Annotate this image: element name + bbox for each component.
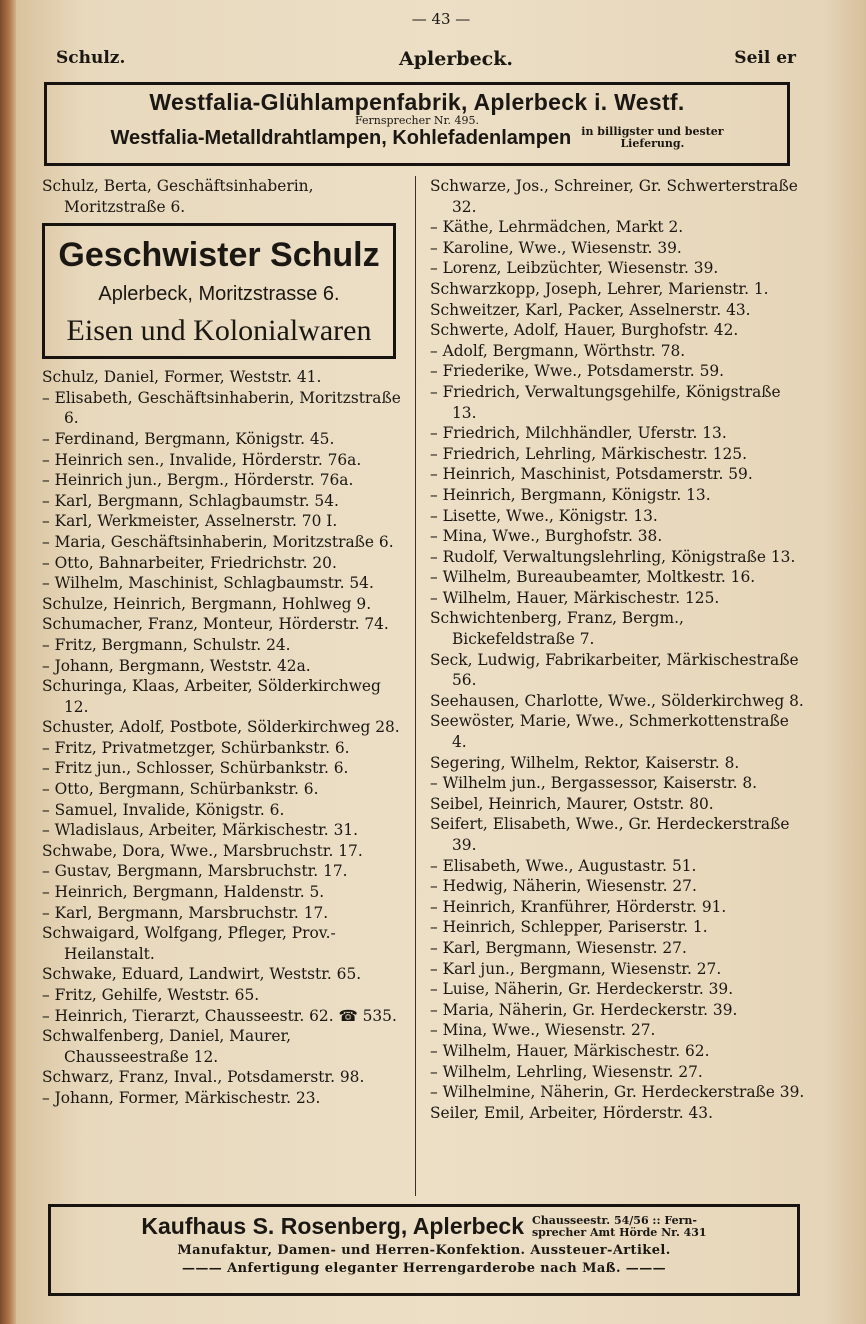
running-head-center: Aplerbeck.: [398, 48, 514, 70]
ad-rosenberg-tailoring: ——— Anfertigung eleganter Herrengarderobe nach Maß. ———: [181, 1261, 667, 1276]
book-binding: [0, 0, 16, 1324]
directory-entry: – Otto, Bahnarbeiter, Friedrichstr. 20.: [42, 553, 337, 572]
directory-entry: – Karl, Bergmann, Wiesenstr. 27.: [430, 938, 687, 957]
advertisement-westfalia: [44, 82, 790, 166]
directory-entry: – Wilhelm, Hauer, Märkischestr. 62.: [430, 1041, 710, 1060]
directory-entry: – Karl, Werkmeister, Asselnerstr. 70 I.: [42, 512, 338, 531]
directory-entry: – Heinrich, Kranführer, Hörderstr. 91.: [430, 897, 727, 916]
ad-schulz-address: Aplerbeck, Moritzstrasse 6.: [98, 283, 340, 306]
directory-entry: – Fritz, Gehilfe, Weststr. 65.: [42, 986, 260, 1004]
directory-entry: Seifert, Elisabeth, Wwe., Gr. Herdeckerstraße 39.: [430, 815, 790, 854]
directory-entry: – Elisabeth, Geschäftsinhaberin, Moritzstraße 6.: [42, 388, 401, 428]
directory-entry: Schulz, Berta, Geschäftsinhaberin, Moritzstraße 6.: [42, 177, 314, 216]
directory-entry: – Heinrich, Maschinist, Potsdamerstr. 59.: [430, 465, 753, 484]
directory-entry: Schwalfenberg, Daniel, Maurer, Chausseestraße 12.: [42, 1027, 292, 1066]
directory-entry: – Wilhelm jun., Bergassessor, Kaiserstr. 8.: [430, 774, 758, 793]
directory-entry: – Otto, Bergmann, Schürbankstr. 6.: [42, 780, 319, 799]
directory-entry: Seewöster, Marie, Wwe., Schmerkottenstraße 4.: [430, 712, 789, 752]
directory-entry: Schuster, Adolf, Postbote, Sölderkirchweg 28.: [42, 718, 400, 737]
directory-entry: Schwaigard, Wolfgang, Pfleger, Prov.-Heilanstalt.: [42, 924, 336, 963]
column-divider: [415, 176, 416, 1196]
directory-entry: Seibel, Heinrich, Maurer, Oststr. 80.: [430, 794, 714, 813]
directory-entry: – Lorenz, Leibzüchter, Wiesenstr. 39.: [430, 259, 719, 278]
directory-entry: – Karoline, Wwe., Wiesenstr. 39.: [430, 238, 682, 257]
directory-entry: Segering, Wilhelm, Rektor, Kaiserstr. 8.: [430, 753, 740, 772]
page-number: — 43 —: [411, 10, 471, 28]
directory-entry: Schwichtenberg, Franz, Bergm., Bickefeldstraße 7.: [430, 609, 684, 649]
directory-entry: Schweitzer, Karl, Packer, Asselnerstr. 43.: [430, 300, 751, 319]
directory-entry: – Maria, Näherin, Gr. Herdeckerstr. 39.: [430, 1000, 738, 1019]
directory-entry: Schulz, Daniel, Former, Weststr. 41.: [42, 368, 322, 387]
advertisement-rosenberg: [48, 1204, 800, 1296]
right-column: [430, 176, 808, 1123]
directory-entry: Schumacher, Franz, Monteur, Hörderstr. 74.: [42, 615, 389, 634]
directory-entry: – Rudolf, Verwaltungslehrling, Königstraße 13.: [430, 547, 796, 566]
directory-entry: – Heinrich, Tierarzt, Chausseestr. 62. ☎ 535.: [42, 1006, 397, 1025]
ad-westfalia-products: Westfalia-Metalldrahtlampen, Kohlefadenlampen: [110, 126, 572, 149]
directory-entry: – Käthe, Lehrmädchen, Markt 2.: [430, 218, 684, 237]
directory-entry: Schulze, Heinrich, Bergmann, Hohlweg 9.: [42, 594, 372, 613]
ad-rosenberg-title: Kaufhaus S. Rosenberg, Aplerbeck: [141, 1213, 524, 1239]
ad-schulz-title: Geschwister Schulz: [58, 236, 380, 275]
ad-rosenberg-goods: Manufaktur, Damen- und Herren-Konfektion. Aussteuer-Artikel.: [177, 1243, 671, 1258]
left-column: [42, 176, 404, 1109]
directory-entry: – Karl, Bergmann, Schlagbaumstr. 54.: [42, 491, 339, 510]
directory-entry: Seehausen, Charlotte, Wwe., Sölderkirchweg 8.: [430, 691, 804, 710]
directory-entry: – Heinrich sen., Invalide, Hörderstr. 76a.: [42, 450, 362, 469]
directory-entry: Schwarz, Franz, Inval., Potsdamerstr. 98.: [42, 1068, 365, 1087]
directory-entry: Schuringa, Klaas, Arbeiter, Sölderkirchweg 12.: [42, 677, 381, 716]
right-entries: [430, 176, 808, 1123]
ad-westfalia-note: in billigster und bester Lieferung.: [581, 125, 724, 150]
directory-entry: – Friedrich, Lehrling, Märkischestr. 125.: [430, 444, 747, 463]
advertisement-geschwister-schulz: [42, 223, 396, 359]
directory-entry: Schwarze, Jos., Schreiner, Gr. Schwerterstraße 32.: [430, 177, 798, 216]
directory-entry: – Fritz jun., Schlosser, Schürbankstr. 6.: [42, 759, 349, 778]
directory-entry: Seck, Ludwig, Fabrikarbeiter, Märkischestraße 56.: [430, 650, 799, 690]
directory-entry: – Friedrich, Verwaltungsgehilfe, Königstraße 13.: [430, 382, 781, 422]
directory-entry: – Wilhelm, Lehrling, Wiesenstr. 27.: [430, 1062, 703, 1081]
directory-entry: – Johann, Bergmann, Weststr. 42a.: [42, 656, 311, 675]
directory-entry: – Fritz, Privatmetzger, Schürbankstr. 6.: [42, 738, 350, 757]
directory-entry: – Fritz, Bergmann, Schulstr. 24.: [42, 635, 291, 654]
directory-entry: – Karl, Bergmann, Marsbruchstr. 17.: [42, 903, 329, 922]
directory-entry: Seiler, Emil, Arbeiter, Hörderstr. 43.: [430, 1103, 713, 1122]
left-entries-before-ad: [42, 176, 404, 217]
directory-entry: – Gustav, Bergmann, Marsbruchstr. 17.: [42, 862, 348, 881]
directory-entry: – Wilhelm, Maschinist, Schlagbaumstr. 54.: [42, 574, 374, 593]
directory-entry: – Ferdinand, Bergmann, Königstr. 45.: [42, 429, 335, 448]
directory-entry: – Mina, Wwe., Burghofstr. 38.: [430, 527, 663, 546]
running-head-left: Schulz.: [56, 48, 126, 68]
directory-entry: – Samuel, Invalide, Königstr. 6.: [42, 800, 285, 819]
directory-entry: – Luise, Näherin, Gr. Herdeckerstr. 39.: [430, 980, 734, 999]
directory-entry: – Wilhelm, Bureaubeamter, Moltkestr. 16.: [430, 568, 756, 587]
directory-entry: – Hedwig, Näherin, Wiesenstr. 27.: [430, 877, 697, 896]
directory-entry: – Wladislaus, Arbeiter, Märkischestr. 31.: [42, 821, 359, 840]
ad-westfalia-phone: Fernsprecher Nr. 495.: [354, 114, 479, 127]
directory-entry: – Wilhelm, Hauer, Märkischestr. 125.: [430, 588, 720, 607]
directory-entry: Schwarzkopp, Joseph, Lehrer, Marienstr. 1.: [430, 279, 769, 298]
directory-entry: – Heinrich, Schlepper, Pariserstr. 1.: [430, 918, 708, 937]
directory-entry: – Adolf, Bergmann, Wörthstr. 78.: [430, 341, 686, 360]
directory-entry: – Johann, Former, Märkischestr. 23.: [42, 1088, 321, 1107]
ad-westfalia-title: Westfalia-Glühlampenfabrik, Aplerbeck i. Westf.: [149, 89, 685, 115]
directory-entry: Schwerte, Adolf, Hauer, Burghofstr. 42.: [430, 321, 739, 340]
running-head-right: Seil er: [734, 48, 796, 68]
ad-rosenberg-address: Chausseestr. 54/56 :: Fern- sprecher Amt Hörde Nr. 431: [531, 1213, 707, 1239]
left-entries: [42, 367, 404, 1108]
directory-entry: – Heinrich, Bergmann, Königstr. 13.: [430, 485, 711, 504]
directory-entry: – Mina, Wwe., Wiesenstr. 27.: [430, 1021, 656, 1040]
ad-schulz-goods: Eisen und Kolonialwaren: [66, 314, 372, 348]
directory-entry: – Friedrich, Milchhändler, Uferstr. 13.: [430, 424, 727, 443]
directory-entry: – Wilhelmine, Näherin, Gr. Herdeckerstraße 39.: [430, 1083, 805, 1102]
directory-entry: – Maria, Geschäftsinhaberin, Moritzstraße 6.: [42, 532, 394, 551]
directory-entry: – Karl jun., Bergmann, Wiesenstr. 27.: [430, 959, 722, 978]
directory-entry: Schwake, Eduard, Landwirt, Weststr. 65.: [42, 965, 362, 984]
directory-entry: – Friederike, Wwe., Potsdamerstr. 59.: [430, 362, 725, 381]
directory-entry: Schwabe, Dora, Wwe., Marsbruchstr. 17.: [42, 841, 363, 860]
directory-entry: – Lisette, Wwe., Königstr. 13.: [430, 506, 658, 525]
directory-entry: – Heinrich jun., Bergm., Hörderstr. 76a.: [42, 471, 354, 490]
directory-entry: – Elisabeth, Wwe., Augustastr. 51.: [430, 856, 697, 875]
directory-entry: – Heinrich, Bergmann, Haldenstr. 5.: [42, 883, 325, 902]
